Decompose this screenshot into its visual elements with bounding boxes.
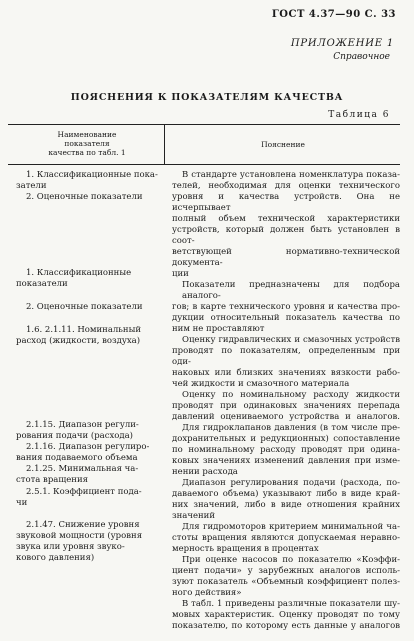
column-header-explanation: Пояснение	[261, 140, 305, 149]
left-entry: 2.1.15. Диапазон регули- рования подачи (расхода) 2.1.16. Диапазон регулиро- вания подаваемого объема 2.1.25. Минимальная ча- стота вращения	[16, 420, 150, 485]
explanation-text: В стандарте установлена номенклатура показа- телей, необходимая для оценки технического уровня и качества устройств. Она не исчерпывает полный объем технической характеристики устройств, который должен быть установлен в соот- ветствующей нормативно-технической документа- ции Показатели предназначены для подбора аналого- гов; в карте технического уровня и качества про- дукции относительный показатель качества по ним не проставляют Оценку гидравлических и смазочных устройств проводят по показателям, определенным при оди- наковых или близких значениях вязкости рабо- чей жидкости и смазочного материала Оценку по номинальному расходу жидкости проводят при одинаковых значениях перепада давлений оцениваемого устройства и аналогов. Для гидроклапанов давления (в том числе пре- дохранительных и редукционных) сопоставление по номинальному расходу проводят при одина- ковых значениях изменений давления при изме- нении расхода Диапазон регулирования подачи (расхода, по- даваемого объема) указывают либо в виде край- них значений, либо в виде отношения крайних значений Для гидромоторов критерием минимальной ча- стоты вращения являются допускаемая неравно- мерность вращения в процентах При оценке насосов по показателю «Коэффи- циент подачи» у зарубежных аналогов исполь- зуют показатель «Объемный коэффициент полез- ного действия» В табл. 1 приведены различные показатели шу- мовых характеристик. Оценку проводят по тому показателю, по которому есть данные у аналогов	[172, 170, 400, 631]
table-header-rule	[8, 164, 400, 165]
left-entry: 1.6. 2.1.11. Номинальный расход (жидкости, воздуха)	[16, 325, 142, 346]
appendix-type: Справочное	[333, 52, 390, 62]
appendix-label: ПРИЛОЖЕНИЕ 1	[290, 38, 394, 49]
left-entry: 1. Классификационные пока- затели 2. Оценочные показатели	[16, 170, 158, 202]
left-entry: 2. Оценочные показатели	[26, 302, 143, 312]
standard-header: ГОСТ 4.37—90 С. 33	[271, 9, 396, 20]
table-top-rule	[8, 124, 400, 125]
table-number: Таблица 6	[328, 110, 390, 120]
column-divider	[164, 124, 165, 164]
left-entry: 2.1.47. Снижение уровня звуковой мощности (уровня звука или уровня звуко- кового давления)	[16, 520, 143, 563]
column-header-indicator: Наименование показателя качества по табл. 1	[48, 130, 126, 157]
page-title: ПОЯСНЕНИЯ К ПОКАЗАТЕЛЯМ КАЧЕСТВА	[70, 92, 344, 103]
left-entry: 1. Классификационные показатели	[16, 268, 132, 289]
left-entry: 2.5.1. Коэффициент пода- чи	[16, 487, 142, 508]
